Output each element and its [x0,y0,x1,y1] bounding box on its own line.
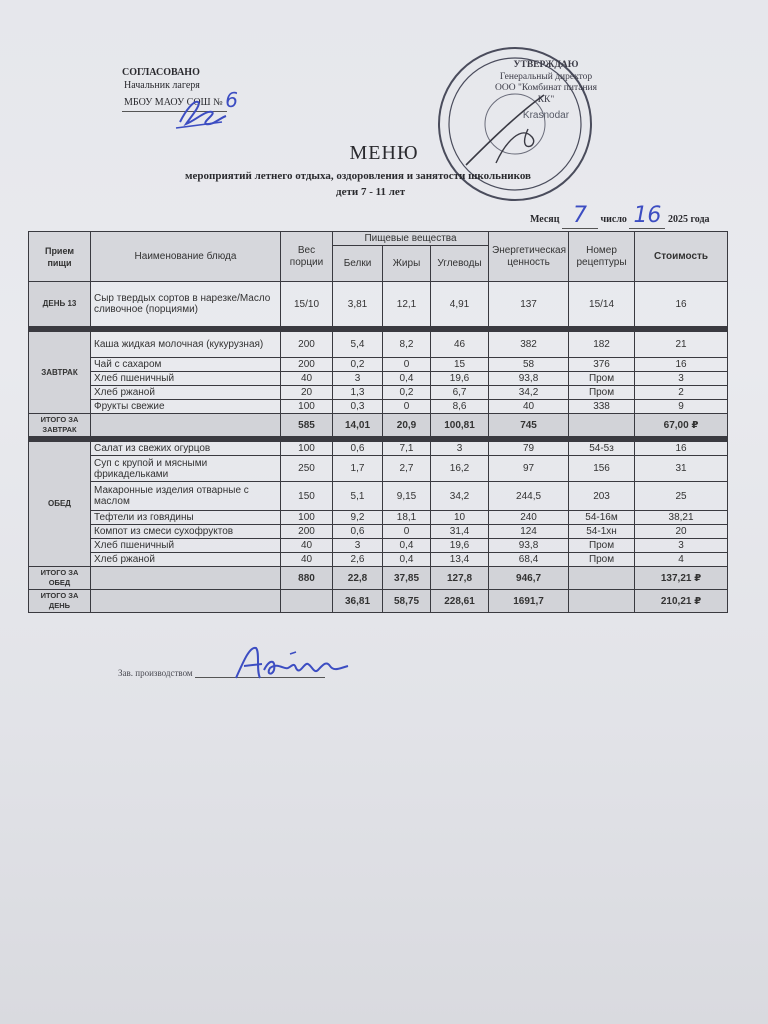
cell-cost: 137,21 ₽ [635,567,728,590]
cell-recipe: Пром [569,553,635,567]
menu-table [28,231,728,613]
cell-fat: 0 [383,525,431,539]
cell-weight: 150 [281,482,333,511]
handwritten-signature-left [172,92,232,132]
approval-stamp-text [486,60,606,122]
cell-energy: 137 [489,282,569,327]
cell-protein: 0,6 [333,442,383,456]
cell-energy: 68,4 [489,553,569,567]
meal-label: ИТОГО ЗА ОБЕД [29,567,91,590]
dish-name: Тефтели из говядины [91,511,281,525]
dish-name: Салат из свежих огурцов [91,442,281,456]
stamp-heading: УТВЕРЖДАЮ [513,60,579,70]
cell-fat: 9,15 [383,482,431,511]
handwritten-signature-footer [230,640,360,685]
document-subtitle: мероприятий летнего отдыха, оздоровления и занятости школьников [185,170,531,182]
cell-energy: 97 [489,456,569,482]
cell-protein: 3 [333,539,383,553]
cell-protein: 14,01 [333,414,383,437]
cell-fat: 0,2 [383,386,431,400]
age-group: дети 7 - 11 лет [336,186,406,198]
cell-protein: 9,2 [333,511,383,525]
cell-cost: 25 [635,482,728,511]
cell-fat: 0 [383,400,431,414]
cell-recipe: 156 [569,456,635,482]
cell-weight [281,590,333,613]
table-row [29,282,728,327]
table-row [29,553,728,567]
cell-cost: 4 [635,553,728,567]
cell-carbs: 3 [431,442,489,456]
cell-protein: 22,8 [333,567,383,590]
cell-protein: 2,6 [333,553,383,567]
dish-name: Хлеб пшеничный [91,539,281,553]
dish-name [91,567,281,590]
dish-name: Макаронные изделия отварные с маслом [91,482,281,511]
table-row [29,456,728,482]
cell-carbs: 15 [431,358,489,372]
dish-name: Каша жидкая молочная (кукурузная) [91,332,281,358]
total-row [29,567,728,590]
cell-protein: 0,6 [333,525,383,539]
cell-protein: 36,81 [333,590,383,613]
cell-fat: 58,75 [383,590,431,613]
cell-cost: 20 [635,525,728,539]
table-row [29,539,728,553]
cell-cost: 67,00 ₽ [635,414,728,437]
dish-name: Сыр твердых сортов в нарезке/Масло сливочное (порциями) [91,282,281,327]
header-dish: Наименование блюда [91,232,281,282]
cell-weight: 40 [281,553,333,567]
handwritten-school-number: 6 [225,88,238,112]
cell-recipe: 54-1хн [569,525,635,539]
table-row [29,358,728,372]
footer-label: Зав. производством [118,668,193,678]
cell-protein: 0,3 [333,400,383,414]
table-row [29,372,728,386]
dish-name: Чай с сахаром [91,358,281,372]
cell-recipe: 376 [569,358,635,372]
cell-energy: 240 [489,511,569,525]
cell-recipe: 203 [569,482,635,511]
cell-energy: 34,2 [489,386,569,400]
document-title: МЕНЮ [349,142,419,164]
cell-energy: 124 [489,525,569,539]
cell-carbs: 16,2 [431,456,489,482]
cell-weight: 100 [281,511,333,525]
cell-carbs: 228,61 [431,590,489,613]
stamp-company: ООО "Комбинат питания КК" [495,83,597,105]
header-carbs: Углеводы [431,246,489,282]
meal-label: ДЕНЬ 13 [29,282,91,327]
cell-weight: 200 [281,358,333,372]
table-row [29,442,728,456]
dish-name [91,590,281,613]
cell-cost: 21 [635,332,728,358]
dish-name: Суп с крупой и мясными фрикадельками [91,456,281,482]
stamp-role: Генеральный директор [499,71,593,82]
meal-label: ИТОГО ЗА ЗАВТРАК [29,414,91,437]
cell-energy: 58 [489,358,569,372]
dish-name: Хлеб пшеничный [91,372,281,386]
header-recipe: Номер рецептуры [569,232,635,282]
cell-energy: 382 [489,332,569,358]
cell-energy: 79 [489,442,569,456]
cell-cost: 16 [635,282,728,327]
cell-cost: 38,21 [635,511,728,525]
cell-weight: 880 [281,567,333,590]
cell-recipe [569,590,635,613]
cell-energy: 244,5 [489,482,569,511]
cell-fat: 20,9 [383,414,431,437]
cell-recipe: 54-16м [569,511,635,525]
table-row [29,386,728,400]
cell-carbs: 10 [431,511,489,525]
cell-carbs: 19,6 [431,372,489,386]
cell-fat: 18,1 [383,511,431,525]
header-protein: Белки [333,246,383,282]
cell-weight: 20 [281,386,333,400]
approval-role: Начальник лагеря [124,80,200,91]
menu-table-body [29,282,728,613]
meal-label: ОБЕД [29,442,91,567]
cell-protein: 5,4 [333,332,383,358]
cell-energy: 745 [489,414,569,437]
total-row [29,414,728,437]
meal-label: ЗАВТРАК [29,332,91,414]
dish-name: Фрукты свежие [91,400,281,414]
cell-recipe [569,414,635,437]
cell-carbs: 31,4 [431,525,489,539]
dish-name: Компот из смеси сухофруктов [91,525,281,539]
cell-weight: 40 [281,372,333,386]
table-row [29,400,728,414]
table-row [29,525,728,539]
cell-cost: 31 [635,456,728,482]
cell-fat: 0,4 [383,372,431,386]
cell-recipe: 338 [569,400,635,414]
cell-fat: 0,4 [383,539,431,553]
cell-recipe: Пром [569,539,635,553]
cell-carbs: 6,7 [431,386,489,400]
cell-protein: 3 [333,372,383,386]
cell-fat: 2,7 [383,456,431,482]
approval-heading: СОГЛАСОВАНО [122,67,200,78]
cell-cost: 210,21 ₽ [635,590,728,613]
cell-energy: 1691,7 [489,590,569,613]
approval-org: МБОУ МАОУ СОШ № 6 [124,88,238,112]
cell-protein: 5,1 [333,482,383,511]
table-row [29,482,728,511]
cell-fat: 0,4 [383,553,431,567]
header-fat: Жиры [383,246,431,282]
cell-carbs: 19,6 [431,539,489,553]
cell-protein: 0,2 [333,358,383,372]
header-energy: Энергетическая ценность [489,232,569,282]
cell-cost: 3 [635,539,728,553]
cell-weight: 100 [281,442,333,456]
cell-weight: 585 [281,414,333,437]
cell-carbs: 8,6 [431,400,489,414]
cell-cost: 16 [635,358,728,372]
dish-name: Хлеб ржаной [91,386,281,400]
cell-weight: 200 [281,525,333,539]
cell-cost: 2 [635,386,728,400]
cell-weight: 100 [281,400,333,414]
cell-energy: 93,8 [489,539,569,553]
date-line: Месяц 7 число 16 2025 года [530,203,710,228]
stamp-city: Krasnodar [522,110,570,121]
cell-recipe: 54-5з [569,442,635,456]
cell-carbs: 100,81 [431,414,489,437]
dish-name: Хлеб ржаной [91,553,281,567]
handwritten-month: 7 [572,203,587,228]
cell-fat: 12,1 [383,282,431,327]
header-cost: Стоимость [635,232,728,282]
cell-fat: 7,1 [383,442,431,456]
cell-carbs: 13,4 [431,553,489,567]
cell-carbs: 46 [431,332,489,358]
cell-energy: 946,7 [489,567,569,590]
dish-name [91,414,281,437]
header-meal: Прием пищи [29,232,91,282]
cell-cost: 3 [635,372,728,386]
cell-weight: 15/10 [281,282,333,327]
cell-fat: 37,85 [383,567,431,590]
meal-label: ИТОГО ЗА ДЕНЬ [29,590,91,613]
cell-weight: 40 [281,539,333,553]
cell-fat: 0 [383,358,431,372]
cell-fat: 8,2 [383,332,431,358]
cell-protein: 1,7 [333,456,383,482]
cell-recipe: 182 [569,332,635,358]
cell-energy: 40 [489,400,569,414]
header-nutrients: Пищевые вещества [333,232,489,246]
cell-recipe: Пром [569,386,635,400]
cell-recipe [569,567,635,590]
cell-recipe: Пром [569,372,635,386]
total-row [29,590,728,613]
cell-cost: 9 [635,400,728,414]
cell-carbs: 127,8 [431,567,489,590]
cell-carbs: 34,2 [431,482,489,511]
cell-protein: 1,3 [333,386,383,400]
cell-weight: 200 [281,332,333,358]
cell-protein: 3,81 [333,282,383,327]
handwritten-day: 16 [633,203,662,228]
header-weight: Вес порции [281,232,333,282]
table-row [29,511,728,525]
cell-recipe: 15/14 [569,282,635,327]
cell-carbs: 4,91 [431,282,489,327]
table-row [29,332,728,358]
cell-cost: 16 [635,442,728,456]
cell-weight: 250 [281,456,333,482]
cell-energy: 93,8 [489,372,569,386]
